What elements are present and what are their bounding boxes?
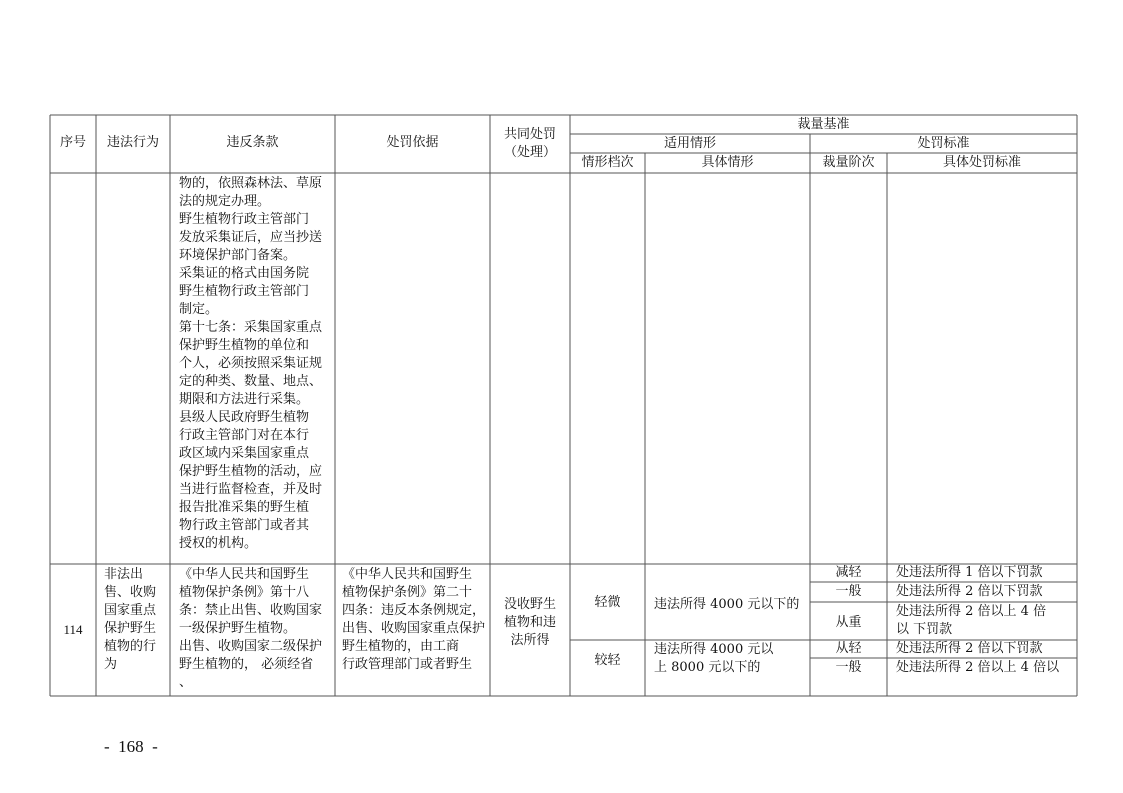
stage-2-2-name: 一般 bbox=[835, 660, 862, 675]
level-2-name: 较轻 bbox=[594, 653, 621, 668]
header-seq: 序号 bbox=[59, 135, 86, 150]
stage-1-3-name: 从重 bbox=[835, 615, 862, 630]
continuation-clause-text: 物的，依照森林法、草原 法的规定办理。 野生植物行政主管部门 发放采集证后，应当抄送 环境保护部门备案。 采集证的格式由国务院 野生植物行政主管部门 制定。 第十七条：采集国家重点 保护野生植物的单位和 个人，必须按照采集证规 定的种类、数量、地点、 期限和方法进行采集。 县级人民政府野生植物 行政主管部门对在本行 政区域内采集国家重点 保护野生植物的活动，应 当进行监督检查，并及时 报告批准采集的野生植 物行政主管部门或者其 授权的机构。 bbox=[179, 176, 323, 551]
header-clause: 违反条款 bbox=[226, 135, 279, 150]
row-114-clause: 《中华人民共和国野生 植物保护条例》第十八 条：禁止出售、收购国家 一级保护野生植物。 出售、收购国家二级保护 野生植物的， 必须经省 、 bbox=[179, 567, 323, 690]
row-114-seq: 114 bbox=[63, 622, 83, 637]
header-specific-standard: 具体处罚标准 bbox=[942, 155, 1021, 170]
stage-1-1-standard: 处违法所得 1 倍以下罚款 bbox=[896, 565, 1043, 580]
stage-2-1-standard: 处违法所得 2 倍以下罚款 bbox=[896, 641, 1043, 656]
header-standard: 处罚标准 bbox=[917, 136, 970, 151]
row-114-basis: 《中华人民共和国野生 植物保护条例》第二十 四条：违反本条例规定， 出售、收购国家重点保护 野生植物的，由工商 行政管理部门或者野生 bbox=[342, 567, 486, 672]
header-discretion: 裁量基准 bbox=[797, 117, 850, 132]
header-behavior: 违法行为 bbox=[106, 135, 159, 150]
header-level: 情形档次 bbox=[581, 155, 634, 170]
row-114-behavior: 非法出 售、收购 国家重点 保护野生 植物的行 为 bbox=[104, 567, 157, 672]
stage-2-2-standard: 处违法所得 2 倍以上 4 倍以 bbox=[896, 660, 1060, 675]
row-114-joint: 没收野生 植物和违 法所得 bbox=[503, 597, 556, 648]
header-basis: 处罚依据 bbox=[386, 135, 439, 150]
level-2-details: 违法所得 4000 元以 上 8000 元以下的 bbox=[654, 642, 774, 675]
page-number: - 168 - bbox=[104, 737, 158, 756]
header-joint-penalty: 共同处罚 （处理） bbox=[503, 127, 556, 160]
stage-1-2-name: 一般 bbox=[835, 584, 862, 599]
level-1-details: 违法所得 4000 元以下的 bbox=[654, 597, 800, 612]
header-details: 具体情形 bbox=[701, 155, 754, 170]
level-1-name: 轻微 bbox=[594, 595, 621, 610]
stage-2-1-name: 从轻 bbox=[835, 641, 862, 656]
header-stage: 裁量阶次 bbox=[822, 155, 875, 170]
stage-1-2-standard: 处违法所得 2 倍以下罚款 bbox=[896, 584, 1043, 599]
stage-1-1-name: 减轻 bbox=[835, 565, 862, 580]
stage-1-3-standard: 处违法所得 2 倍以上 4 倍 以 下罚款 bbox=[896, 604, 1047, 637]
header-applicable: 适用情形 bbox=[663, 136, 716, 151]
